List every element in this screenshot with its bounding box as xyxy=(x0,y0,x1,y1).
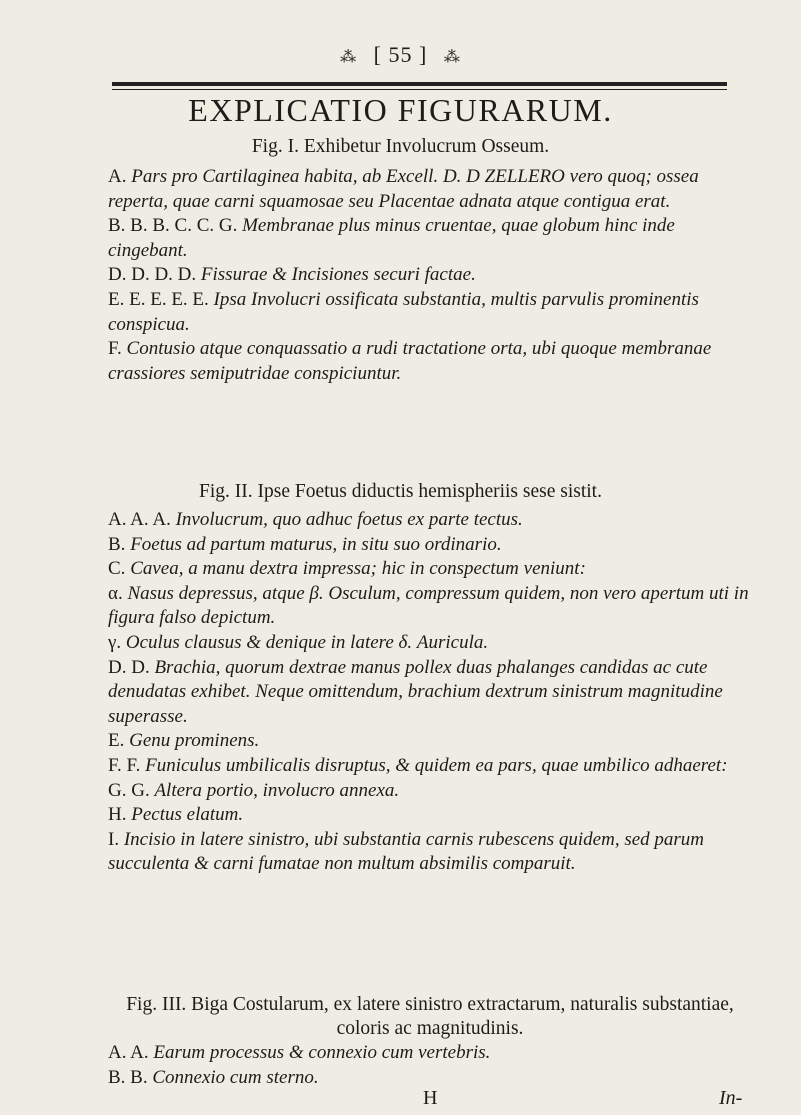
fig2-entry xyxy=(108,631,753,656)
fig2-entry xyxy=(108,729,753,754)
entry-text: Membranae plus minus cruentae, quae globum hinc inde cingebant. xyxy=(108,215,675,261)
fig2-entry xyxy=(108,508,753,533)
entry-label: A. A. xyxy=(108,1042,149,1063)
fig2-entry xyxy=(108,557,753,582)
entry-text: Nasus depressus, atque β. Osculum, compressum quidem, non vero apertum uti in figura falso depictum. xyxy=(108,582,749,629)
entry-text: Fissurae & Incisiones securi factae. xyxy=(200,264,476,286)
fig3-list xyxy=(108,1041,753,1090)
entry-text: Ipsa Involucri ossificata substantia, multis parvulis prominentis conspicua. xyxy=(108,288,699,335)
fig2-entry xyxy=(108,803,753,828)
entry-label: H. xyxy=(108,804,127,826)
entry-text: Brachia, quorum dextrae manus pollex duas phalanges candidas ac cute denudatas exhibet. Neque omittendum, brachium dextrum sinistrum magnitudine superasse. xyxy=(108,656,723,727)
entry-text: Earum processus & connexio cum vertebris. xyxy=(153,1042,491,1063)
fig2-entry xyxy=(108,533,753,558)
fig1-entry xyxy=(108,263,753,288)
entry-label: E. xyxy=(108,730,125,752)
entry-label: γ. xyxy=(108,631,122,653)
page-number: [ 55 ] xyxy=(373,42,428,67)
entry-text: Genu prominens. xyxy=(129,730,260,752)
entry-label: I. xyxy=(108,828,120,850)
fig1-entry xyxy=(108,165,753,214)
entry-label: A. xyxy=(108,166,127,187)
fig2-entry xyxy=(108,754,753,779)
entry-label: D. D. xyxy=(108,656,150,678)
ornament-right-icon: ⁂ xyxy=(443,49,461,66)
fig2-entry xyxy=(108,656,753,730)
entry-label: B. xyxy=(108,533,126,555)
fig1-heading: Fig. I. Exhibetur Involucrum Osseum. xyxy=(251,136,550,157)
fig2-entry xyxy=(108,828,753,877)
catchword-next-page: In- xyxy=(719,1087,743,1109)
fig2-list xyxy=(108,508,753,877)
fig3-heading: Fig. III. Biga Costularum, ex latere sinistro extractarum, naturalis substantiae, coloris ac magnitudinis. xyxy=(126,994,734,1039)
fig2-heading: Fig. II. Ipse Foetus diductis hemispheriis sese sistit. xyxy=(199,481,602,502)
page-header xyxy=(0,42,801,68)
entry-text: Altera portio, involucro annexa. xyxy=(154,779,400,801)
entry-text: Pectus elatum. xyxy=(131,804,244,826)
entry-text: Contusio atque conquassatio a rudi tractatione orta, ubi quoque membranae crassiores semiputridae conspiciuntur. xyxy=(108,338,712,384)
entry-text: Oculus clausus & denique in latere δ. Auricula. xyxy=(125,631,489,653)
page-title: EXPLICATIO FIGURARUM. xyxy=(188,92,613,128)
entry-text: Funiculus umbilicalis disruptus, & quidem ea pars, quae umbilico adhaeret: xyxy=(145,754,728,776)
fig1-entry xyxy=(108,214,753,263)
entry-label: G. G. xyxy=(108,779,150,801)
fig1-entry xyxy=(108,337,753,386)
entry-label: A. A. A. xyxy=(108,509,171,530)
entry-label: E. E. E. E. E. xyxy=(108,288,209,310)
entry-text: Cavea, a manu dextra impressa; hic in conspectum veniunt: xyxy=(130,558,586,580)
entry-text: Incisio in latere sinistro, ubi substantia carnis rubescens quidem, sed parum succulenta & carni fumatae non multum absimilis comparuit. xyxy=(108,828,705,875)
fig2-entry xyxy=(108,582,753,631)
ornament-left-icon: ⁂ xyxy=(340,49,358,66)
entry-label: B. B. B. C. C. G. xyxy=(108,215,238,237)
entry-text: Pars pro Cartilaginea habita, ab Excell. D. D ZELLERO vero quoq; ossea reperta, quae carni squamosae seu Placentae adnata atque contigua erat. xyxy=(108,166,699,212)
catchword-signature: H xyxy=(423,1087,438,1109)
entry-label: B. B. xyxy=(108,1066,148,1088)
entry-label: F. xyxy=(108,338,122,360)
entry-label: D. D. D. D. xyxy=(108,264,197,286)
fig1-list xyxy=(108,165,753,386)
entry-label: α. xyxy=(108,582,123,604)
fig3-entry xyxy=(108,1041,753,1066)
entry-text: Connexio cum sterno. xyxy=(152,1066,319,1088)
fig2-entry xyxy=(108,779,753,804)
entry-text: Involucrum, quo adhuc foetus ex parte tectus. xyxy=(175,509,523,530)
entry-label: F. F. xyxy=(108,754,141,776)
entry-label: C. xyxy=(108,558,126,580)
fig1-entry xyxy=(108,288,753,337)
entry-text: Foetus ad partum maturus, in situ suo ordinario. xyxy=(130,533,502,555)
header-rule-thick xyxy=(112,82,727,86)
header-rule-thin xyxy=(112,89,727,90)
